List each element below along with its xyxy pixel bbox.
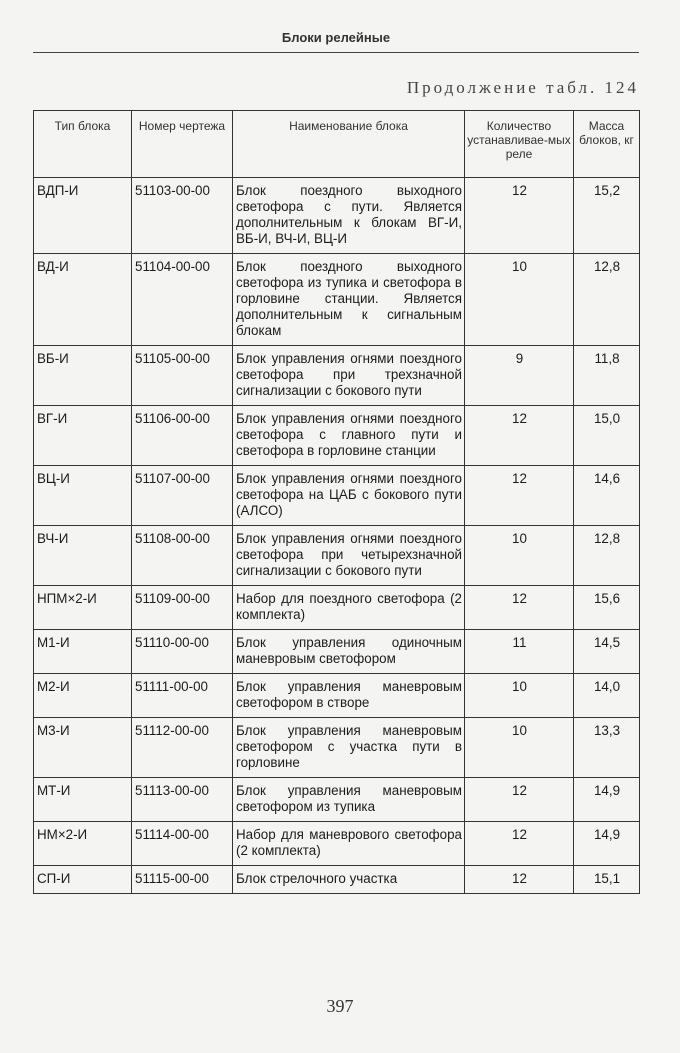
column-header-type: Тип блока [34,111,132,178]
table-row [34,674,640,718]
cell-relay-count: 12 [465,178,574,254]
table-row [34,586,640,630]
cell-block-name: Блок управления маневровым светофором в створе [233,674,465,718]
cell-block-type: ВГ-И [34,406,132,466]
table-row [34,346,640,406]
cell-mass: 12,8 [574,526,640,586]
relay-blocks-table [33,110,640,894]
cell-block-name: Блок управления огнями поездного светофора с главного пути и светофора в горловине станции [233,406,465,466]
cell-block-type: ВЧ-И [34,526,132,586]
cell-mass: 14,5 [574,630,640,674]
cell-relay-count: 12 [465,866,574,894]
cell-mass: 15,1 [574,866,640,894]
cell-block-name: Блок поездного выходного светофора из тупика и светофора в горловине станции. Является дополнительным к сигнальным блокам [233,254,465,346]
cell-block-name: Набор для поездного светофора (2 комплекта) [233,586,465,630]
cell-mass: 13,3 [574,718,640,778]
cell-relay-count: 10 [465,674,574,718]
cell-mass: 14,6 [574,466,640,526]
page-number: 397 [326,996,354,1016]
cell-drawing-number: 51108-00-00 [132,526,233,586]
table-row [34,526,640,586]
table-row [34,778,640,822]
cell-block-type: ВД-И [34,254,132,346]
cell-block-name: Блок управления маневровым светофором с участка пути в горловине [233,718,465,778]
cell-block-name: Блок управления огнями поездного светофора на ЦАБ с бокового пути (АЛСО) [233,466,465,526]
cell-drawing-number: 51112-00-00 [132,718,233,778]
cell-mass: 12,8 [574,254,640,346]
cell-mass: 14,0 [574,674,640,718]
column-header-relay-count: Количество устанавливае-мых реле [465,111,574,178]
cell-block-type: ВДП-И [34,178,132,254]
table-row [34,178,640,254]
cell-block-type: СП-И [34,866,132,894]
cell-drawing-number: 51107-00-00 [132,466,233,526]
cell-relay-count: 9 [465,346,574,406]
running-head: Блоки релейные [33,30,639,53]
cell-block-type: НПМ×2-И [34,586,132,630]
table-row [34,630,640,674]
cell-relay-count: 10 [465,254,574,346]
cell-block-name: Блок управления одиночным маневровым светофором [233,630,465,674]
cell-mass: 14,9 [574,778,640,822]
cell-block-type: НМ×2-И [34,822,132,866]
cell-block-name: Блок управления огнями поездного светофора при четырехзначной сигнализации с бокового пути [233,526,465,586]
cell-block-type: М3-И [34,718,132,778]
column-header-name: Наименование блока [233,111,465,178]
cell-block-name: Набор для маневрового светофора (2 комплекта) [233,822,465,866]
cell-relay-count: 10 [465,526,574,586]
cell-relay-count: 11 [465,630,574,674]
cell-block-type: МТ-И [34,778,132,822]
cell-relay-count: 12 [465,822,574,866]
cell-drawing-number: 51113-00-00 [132,778,233,822]
table-row [34,406,640,466]
cell-block-type: ВБ-И [34,346,132,406]
cell-block-type: ВЦ-И [34,466,132,526]
cell-relay-count: 10 [465,718,574,778]
cell-block-name: Блок управления маневровым светофором из тупика [233,778,465,822]
cell-drawing-number: 51106-00-00 [132,406,233,466]
cell-mass: 14,9 [574,822,640,866]
cell-relay-count: 12 [465,586,574,630]
table-header-row [34,111,640,178]
cell-mass: 15,6 [574,586,640,630]
column-header-drawing: Номер чертежа [132,111,233,178]
cell-drawing-number: 51103-00-00 [132,178,233,254]
cell-drawing-number: 51109-00-00 [132,586,233,630]
cell-block-name: Блок стрелочного участка [233,866,465,894]
cell-drawing-number: 51115-00-00 [132,866,233,894]
cell-block-type: М1-И [34,630,132,674]
cell-drawing-number: 51114-00-00 [132,822,233,866]
cell-mass: 11,8 [574,346,640,406]
cell-relay-count: 12 [465,406,574,466]
cell-drawing-number: 51105-00-00 [132,346,233,406]
table-caption: Продолжение табл. 124 [406,78,639,97]
cell-mass: 15,0 [574,406,640,466]
cell-block-name: Блок поездного выходного светофора с пути. Является дополнительным к блокам ВГ-И, ВБ-И, ВЧ-И, ВЦ-И [233,178,465,254]
table-row [34,254,640,346]
table-row [34,466,640,526]
cell-drawing-number: 51104-00-00 [132,254,233,346]
table-row [34,866,640,894]
table-row [34,718,640,778]
cell-relay-count: 12 [465,466,574,526]
column-header-mass: Масса блоков, кг [574,111,640,178]
cell-drawing-number: 51110-00-00 [132,630,233,674]
cell-drawing-number: 51111-00-00 [132,674,233,718]
cell-block-name: Блок управления огнями поездного светофора при трехзначной сигнализации с бокового пути [233,346,465,406]
cell-relay-count: 12 [465,778,574,822]
cell-block-type: М2-И [34,674,132,718]
table-row [34,822,640,866]
cell-mass: 15,2 [574,178,640,254]
